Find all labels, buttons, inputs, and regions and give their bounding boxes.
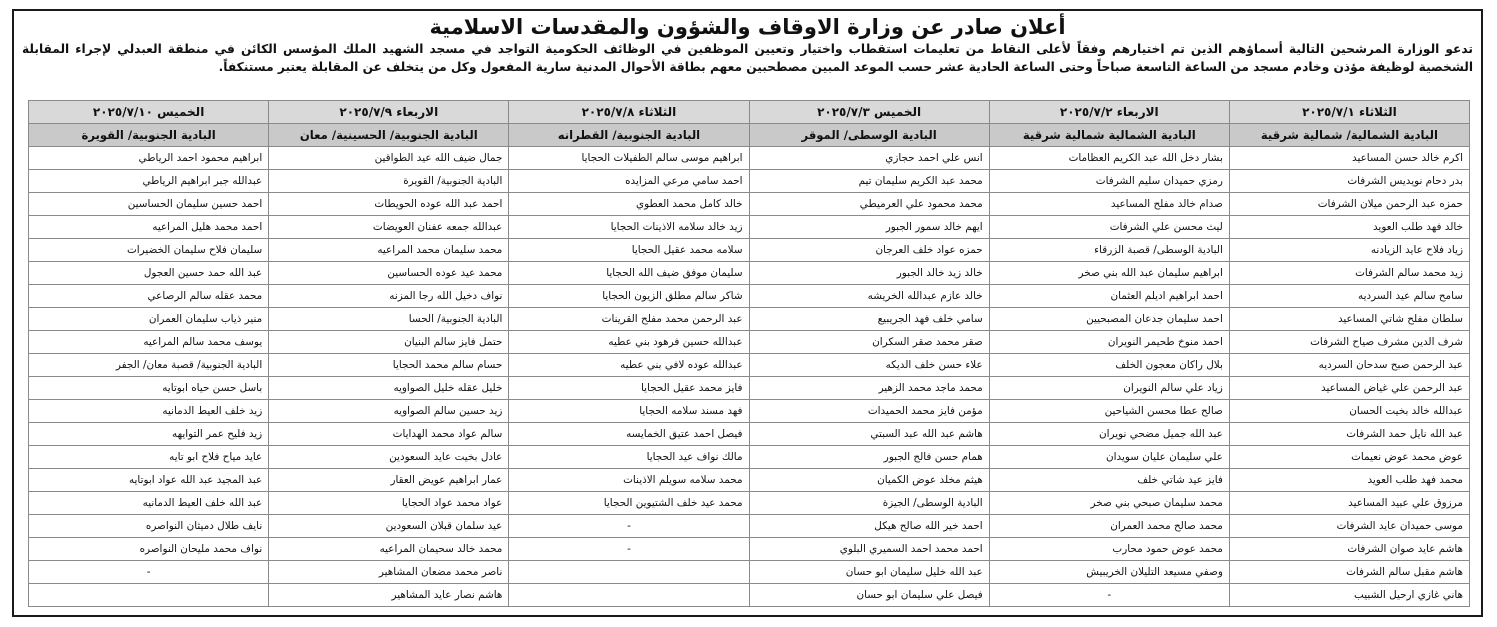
candidate-cell: محمد ماجد محمد الزهير [749,377,989,400]
candidate-cell: محمد عقله سالم الرصاعي [29,285,269,308]
date-header: الخميس ٢٠٢٥/٧/١٠ [29,101,269,124]
table-row [29,492,1470,515]
table-row [29,377,1470,400]
candidate-cell: عبدالله جبر ابراهيم الرياطي [29,170,269,193]
date-header: الثلاثاء ٢٠٢٥/٧/٨ [509,101,749,124]
candidate-cell: محمد خالد سحيمان المراعيه [269,538,509,561]
candidate-cell: هيثم مخلد عوض الكميان [749,469,989,492]
candidate-cell: عبد الله جميل مضحي نويران [989,423,1229,446]
candidate-cell: هاشم نصار عايد المشاهير [269,584,509,607]
candidate-cell: - [989,584,1229,607]
candidate-cell: يوسف محمد سالم المراعيه [29,331,269,354]
candidate-cell [509,561,749,584]
candidate-cell [509,584,749,607]
candidate-cell: عبد الله حمد حسين العجول [29,262,269,285]
candidate-cell: خالد عازم عبدالله الخريشه [749,285,989,308]
candidate-cell: مؤمن فايز محمد الحميدات [749,400,989,423]
table-row [29,239,1470,262]
candidate-cell: شرف الدين مشرف صياح الشرفات [1229,331,1469,354]
candidate-cell: رمزي حميدان سليم الشرفات [989,170,1229,193]
candidate-cell: عبدالله عوده لافي بني عطيه [509,354,749,377]
candidate-cell: زيد محمد سالم الشرفات [1229,262,1469,285]
candidate-cell: محمد عوض حمود محارب [989,538,1229,561]
candidate-cell: صالح عطا محسن الشياحين [989,400,1229,423]
candidate-cell: حتمل فايز سالم البنيان [269,331,509,354]
table-row [29,515,1470,538]
candidate-cell: محمد عيد عوده الحساسين [269,262,509,285]
candidate-cell: احمد ابراهيم اديلم العثمان [989,285,1229,308]
candidate-cell: محمد محمود علي العرميطي [749,193,989,216]
candidate-cell: احمد عبد الله عوده الحويطات [269,193,509,216]
candidate-cell: عبد الله نايل حمد الشرفات [1229,423,1469,446]
candidate-cell: عادل بخيت عايد السعودين [269,446,509,469]
candidate-cell: بلال راكان معجون الخلف [989,354,1229,377]
candidate-cell: عبدالله حسين فرهود بني عطيه [509,331,749,354]
candidate-cell: همام حسن فالح الجبور [749,446,989,469]
region-header: البادية الشمالية/ شمالية شرقية [1229,124,1469,147]
candidate-cell: سلطان مفلح شاتي المساعيد [1229,308,1469,331]
candidate-cell: علي سليمان عليان سويدان [989,446,1229,469]
candidate-cell: - [509,515,749,538]
date-header: الاربعاء ٢٠٢٥/٧/٢ [989,101,1229,124]
candidate-cell: عبدالله جمعه عفنان العويضات [269,216,509,239]
candidate-cell: ابراهيم سليمان عبد الله بني صخر [989,262,1229,285]
candidate-cell: خالد كامل محمد العطوي [509,193,749,216]
candidate-cell: شاكر سالم مطلق الزيون الحجايا [509,285,749,308]
candidate-cell: زيد حسين سالم الصواويه [269,400,509,423]
date-header: الاربعاء ٢٠٢٥/٧/٩ [269,101,509,124]
announcement-title: أعلان صادر عن وزارة الاوقاف والشؤون والمقدسات الاسلامية [429,15,1066,39]
candidate-cell: محمد سليمان صبحي بني صخر [989,492,1229,515]
candidate-cell: فيصل احمد عتيق الخمايسه [509,423,749,446]
candidate-cell: سامح سالم عيد السرديه [1229,285,1469,308]
candidate-cell: احمد سليمان جدعان المصبحيين [989,308,1229,331]
candidate-cell: مالك نواف عيد الحجايا [509,446,749,469]
candidate-cell: سالم عواد محمد الهدايات [269,423,509,446]
candidate-cell: عايد مياح فلاح ابو تايه [29,446,269,469]
announcement-frame [12,9,1483,617]
candidate-cell: ايهم خالد سمور الجبور [749,216,989,239]
candidate-cell: عيد سلمان قبلان السعودين [269,515,509,538]
candidate-cell: بشار دخل الله عبد الكريم العظامات [989,147,1229,170]
candidate-cell: البادية الوسطى/ الجيزة [749,492,989,515]
candidate-cell: هاشم مقبل سالم الشرفات [1229,561,1469,584]
candidate-cell: ابراهيم موسى سالم الطفيلات الحجايا [509,147,749,170]
candidate-cell: احمد خير الله صالح هيكل [749,515,989,538]
candidate-cell: ناصر محمد مضعان المشاهير [269,561,509,584]
candidate-cell: علاء حسن خلف الديكه [749,354,989,377]
table-row [29,170,1470,193]
candidate-cell: عبد الله خليل سليمان ابو حسان [749,561,989,584]
candidate-cell: عبد الله خلف العيط الدمانيه [29,492,269,515]
candidate-cell: عبدالله خالد بخيت الحسان [1229,400,1469,423]
candidate-cell: زيد فليح عمر التوايهه [29,423,269,446]
candidate-cell: احمد منوخ طحيمر النويران [989,331,1229,354]
candidate-cell: سليمان موفق ضيف الله الحجايا [509,262,749,285]
candidate-cell: اكرم خالد حسن المساعيد [1229,147,1469,170]
candidate-cell: فيصل علي سليمان ابو حسان [749,584,989,607]
table-row [29,147,1470,170]
candidate-cell: عمار ابراهيم عويض العقار [269,469,509,492]
candidate-cell: محمد صالح محمد العمران [989,515,1229,538]
candidate-cell: محمد فهد طلب العويد [1229,469,1469,492]
candidate-cell: احمد حسين سليمان الحساسين [29,193,269,216]
candidate-cell: عبد الرحمن محمد مفلح القرينات [509,308,749,331]
candidate-cell: عبد الرحمن صبح سدحان السرديه [1229,354,1469,377]
candidate-cell: محمد عبد الكريم سليمان تيم [749,170,989,193]
candidate-cell: نواف محمد مليحان النواصره [29,538,269,561]
candidate-cell: احمد سامي مرعي المزايده [509,170,749,193]
candidate-cell: محمد سليمان محمد المراعيه [269,239,509,262]
candidate-cell: البادية الجنوبية/ الحسا [269,308,509,331]
candidate-cell: جمال ضيف الله عيد الطواقين [269,147,509,170]
candidate-cell: محمد عيد خلف الشتيوين الحجايا [509,492,749,515]
table-row [29,193,1470,216]
candidate-cell: موسى حميدان عايد الشرفات [1229,515,1469,538]
candidate-cell: احمد محمد هليل المراعيه [29,216,269,239]
announcement-intro: تدعو الوزارة المرشحين التالية أسماؤهم الذين تم اختيارهم وفقاً لأعلى النقاط من تعليمات استقطاب واختيار وتعيين الموظفين في الوظائف الحكومية التواجد في مسجد الشهيد الملك المؤسس الكائن في منطقة العبدلي لإجراء المقابلة الشخصية لوظيفة مؤذن وخادم مسجد من الساعة التاسعة صباحاً وحتى الساعة الحادية عشر حسب الموعد المبين مصطحبين معهم بطاقة الأحوال المدنية سارية المفعول وكل من يتخلف عن المقابلة يعتبر مستنكفاً. [22,42,1473,74]
candidate-cell: بدر دحام نويديس الشرفات [1229,170,1469,193]
region-header: البادية الجنوبية/ القطرانه [509,124,749,147]
region-header: البادية الجنوبية/ الحسينية/ معان [269,124,509,147]
candidate-cell: صدام خالد مفلح المساعيد [989,193,1229,216]
schedule-body [29,147,1470,607]
candidate-cell: فهد مسند سلامه الحجايا [509,400,749,423]
table-row [29,285,1470,308]
candidate-cell: محمد سلامه سويلم الاذينات [509,469,749,492]
table-row [29,446,1470,469]
candidate-cell: - [29,561,269,584]
date-header-row [29,101,1470,124]
table-row [29,538,1470,561]
candidate-cell: زياد علي سالم النويران [989,377,1229,400]
candidate-cell: ابراهيم محمود احمد الرياطي [29,147,269,170]
candidate-cell: نايف طلال دميثان النواصره [29,515,269,538]
candidate-cell: زيد خلف العيط الدمانيه [29,400,269,423]
candidate-cell: هاني غازي ارحيل الشبيب [1229,584,1469,607]
candidate-cell: عبد الرحمن علي غياض المساعيد [1229,377,1469,400]
candidate-cell: وصفي مسيعد التليلان الخريبيش [989,561,1229,584]
candidate-cell: زيد خالد سلامه الاذينات الحجايا [509,216,749,239]
candidate-cell: - [509,538,749,561]
region-header: البادية الوسطى/ الموقر [749,124,989,147]
candidate-cell: انس علي احمد حجازي [749,147,989,170]
candidate-cell: عوض محمد عوض نعيمات [1229,446,1469,469]
table-row [29,561,1470,584]
date-header: الثلاثاء ٢٠٢٥/٧/١ [1229,101,1469,124]
table-row [29,469,1470,492]
interview-schedule-table [28,100,1470,607]
table-row [29,216,1470,239]
table-row [29,423,1470,446]
candidate-cell: البادية الوسطى/ قصبة الزرقاء [989,239,1229,262]
candidate-cell: عواد محمد عواد الحجايا [269,492,509,515]
candidate-cell: صقر محمد صقر السكران [749,331,989,354]
candidate-cell: ليث محسن علي الشرفات [989,216,1229,239]
candidate-cell: سليمان فلاح سليمان الخضيرات [29,239,269,262]
table-row [29,262,1470,285]
table-row [29,354,1470,377]
candidate-cell: منير ذياب سليمان العمران [29,308,269,331]
candidate-cell [29,584,269,607]
candidate-cell: احمد محمد احمد السميري البلوي [749,538,989,561]
candidate-cell: خليل عقله خليل الصواويه [269,377,509,400]
candidate-cell: خالد فهد طلب العويد [1229,216,1469,239]
region-header: البادية الجنوبية/ القويرة [29,124,269,147]
candidate-cell: فايز محمد عقيل الحجايا [509,377,749,400]
candidate-cell: البادية الجنوبية/ قصبة معان/ الجفر [29,354,269,377]
candidate-cell: هاشم عبد الله عبد السبتي [749,423,989,446]
candidate-cell: خالد زيد خالد الجبور [749,262,989,285]
region-header: البادية الشمالية شمالية شرقية [989,124,1229,147]
candidate-cell: سلامه محمد عقيل الحجايا [509,239,749,262]
candidate-cell: باسل حسن حياه ابوتايه [29,377,269,400]
table-row [29,308,1470,331]
candidate-cell: مرزوق علي عبيد المساعيد [1229,492,1469,515]
region-header-row [29,124,1470,147]
candidate-cell: زياد فلاح عايد الزيادنه [1229,239,1469,262]
candidate-cell: سامي خلف فهد الجريبيع [749,308,989,331]
table-row [29,584,1470,607]
candidate-cell: هاشم عايد صوان الشرفات [1229,538,1469,561]
candidate-cell: عبد المجيد عبد الله عواد ابوتايه [29,469,269,492]
candidate-cell: حسام سالم محمد الحجايا [269,354,509,377]
table-row [29,331,1470,354]
candidate-cell: فايز عيد شاتي خلف [989,469,1229,492]
candidate-cell: البادية الجنوبية/ القويرة [269,170,509,193]
date-header: الخميس ٢٠٢٥/٧/٣ [749,101,989,124]
candidate-cell: حمزه عبد الرحمن ميلان الشرفات [1229,193,1469,216]
candidate-cell: نواف دخيل الله رجا المزنه [269,285,509,308]
candidate-cell: حمزه عواد خلف العرجان [749,239,989,262]
table-row [29,400,1470,423]
